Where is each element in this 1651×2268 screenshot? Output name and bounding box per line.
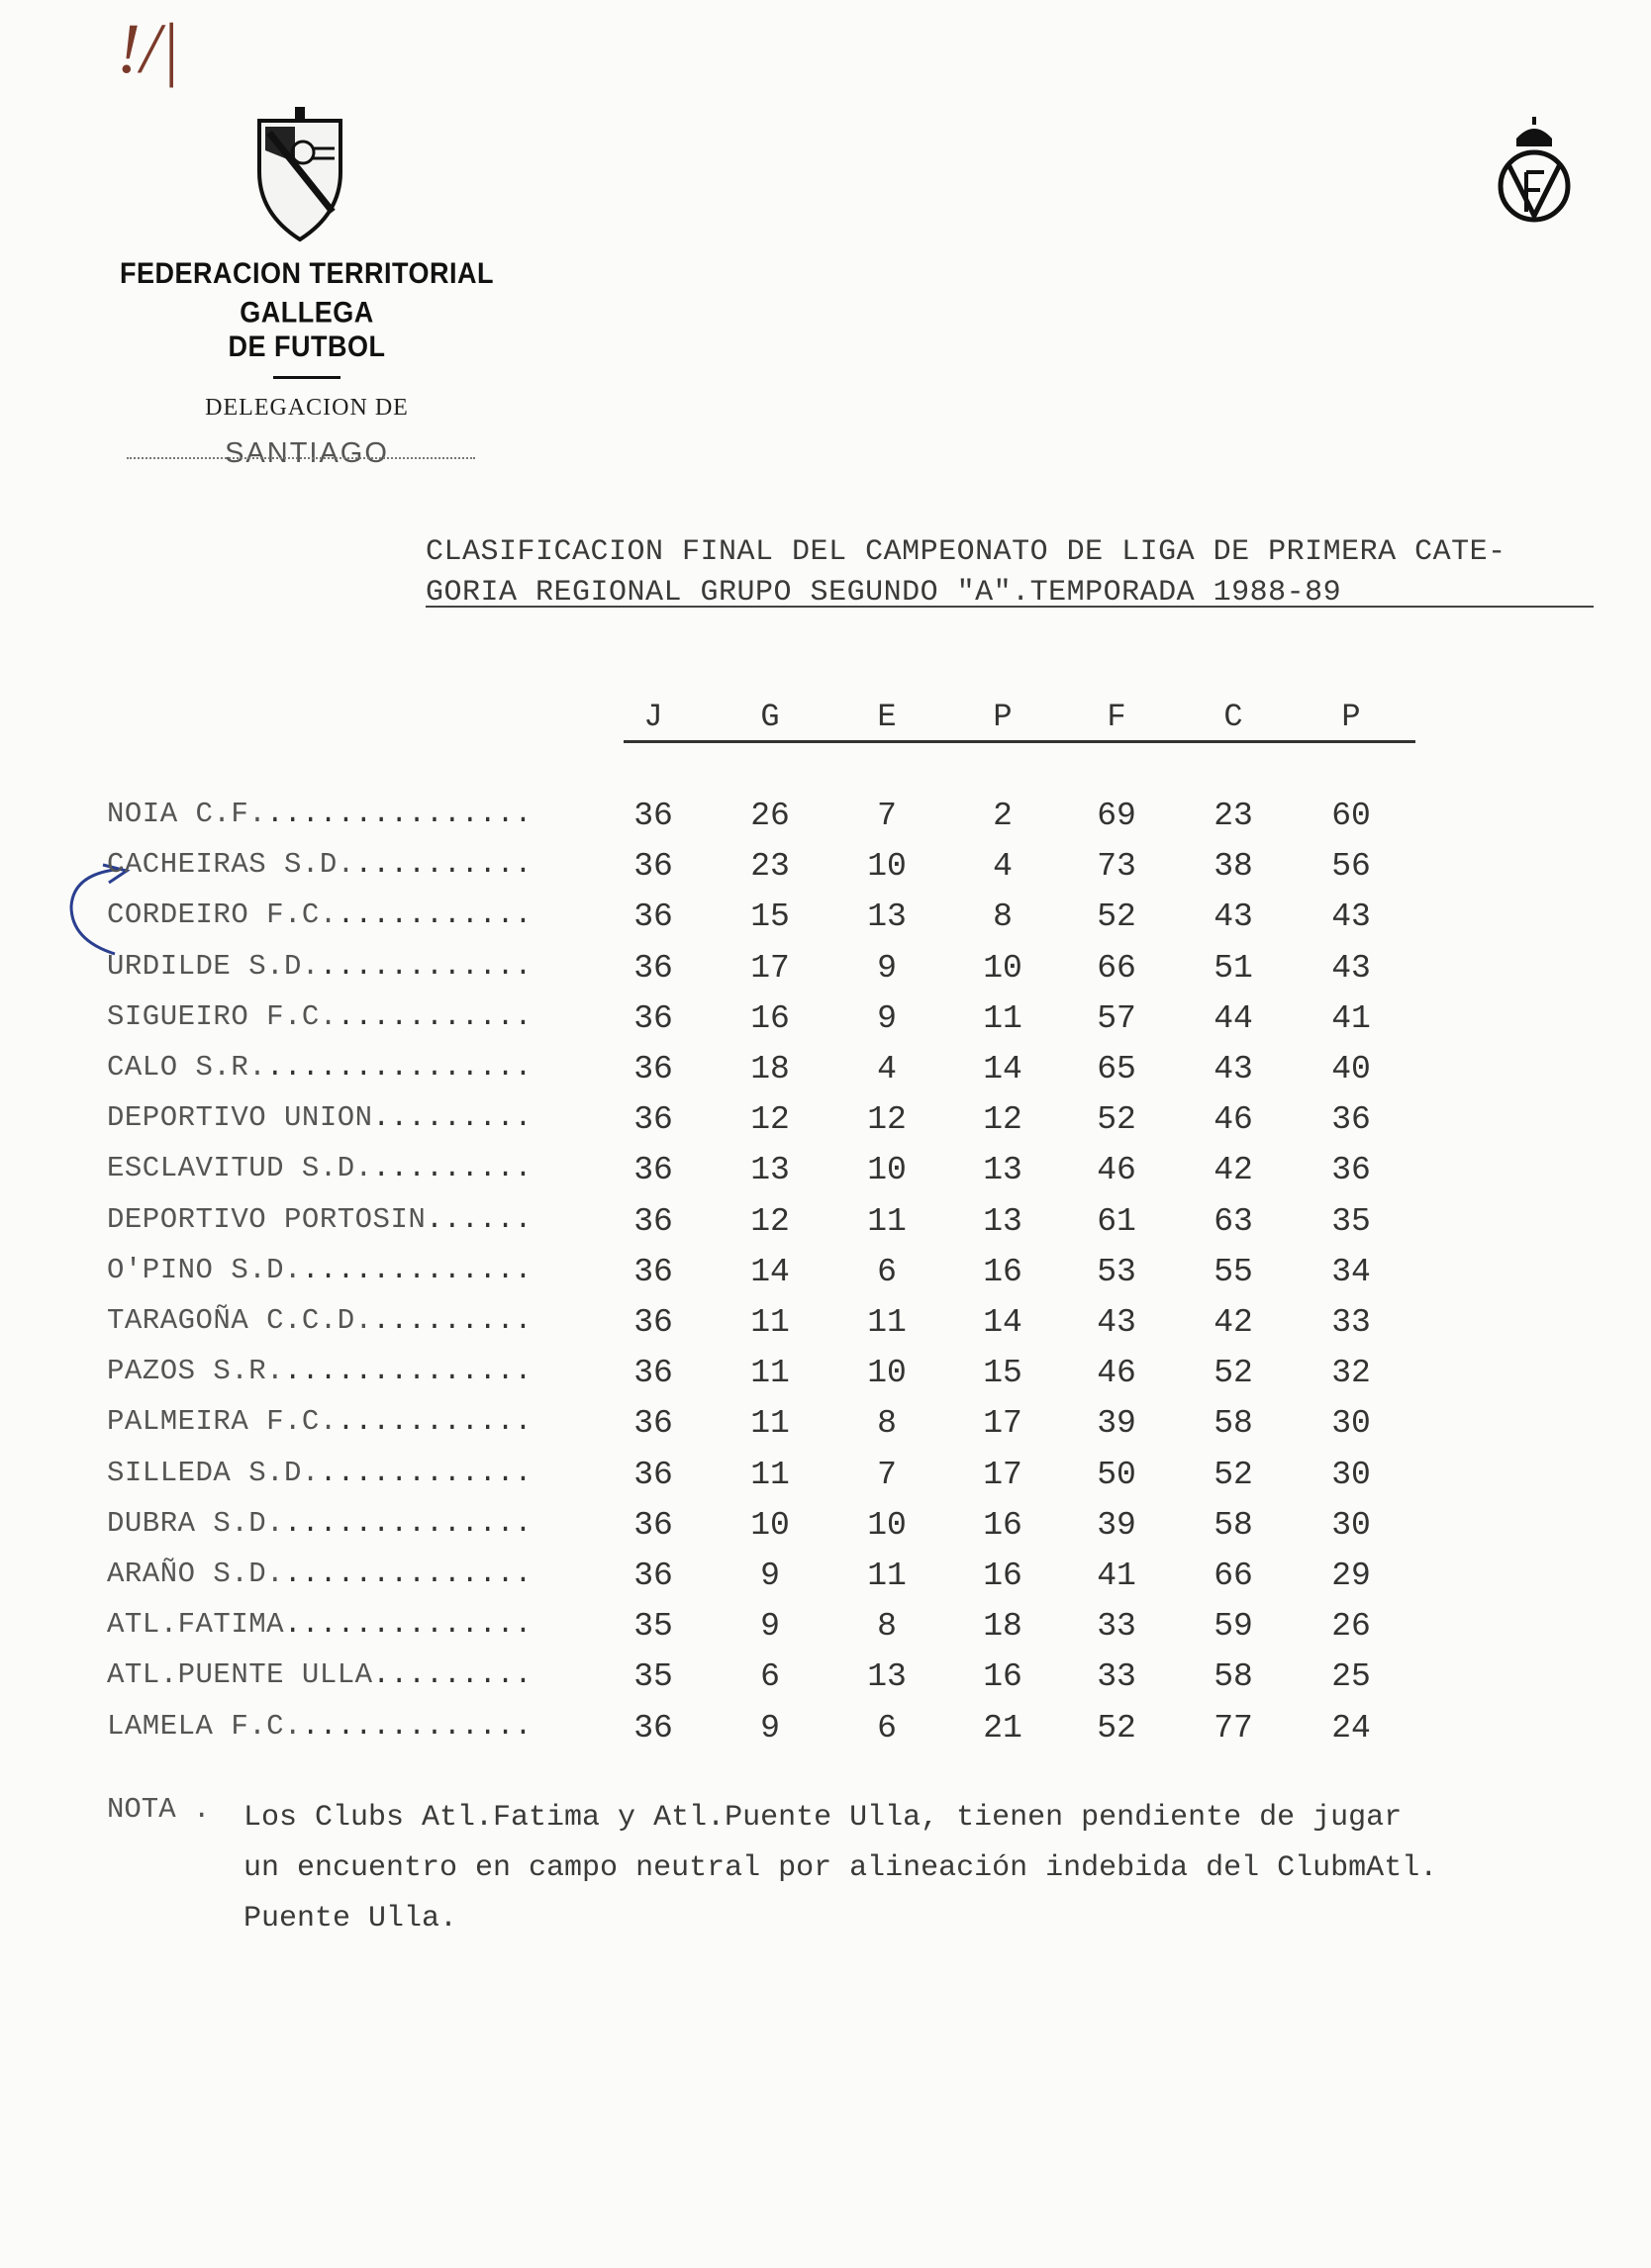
stat-cell-e: 10	[867, 848, 907, 886]
header-underline	[624, 740, 1415, 743]
leader-dots: .............	[301, 1253, 533, 1286]
stat-cell-g: 14	[750, 1253, 790, 1290]
team-name: TARAGOÑA C.C.D.	[107, 1304, 373, 1337]
stat-cell-c: 55	[1214, 1253, 1253, 1290]
team-cell	[107, 1203, 533, 1236]
team-name: CACHEIRAS S.D.	[107, 848, 355, 882]
team-name: URDILDE S.D.	[107, 949, 320, 983]
team-name: PAZOS S.R.	[107, 1355, 285, 1388]
stat-cell-p: 14	[983, 1304, 1022, 1341]
team-cell	[107, 848, 533, 881]
stat-cell-e: 6	[877, 1253, 897, 1290]
stat-cell-j: 36	[633, 999, 673, 1037]
stat-cell-f: 46	[1097, 1152, 1136, 1189]
stat-cell-j: 36	[633, 1355, 673, 1392]
stat-cell-e: 11	[867, 1202, 907, 1240]
stat-cell-c: 59	[1214, 1608, 1253, 1646]
stat-cell-e: 12	[867, 1101, 907, 1139]
team-cell	[107, 1558, 533, 1590]
column-header-p: P	[993, 699, 1013, 735]
stat-cell-f: 33	[1097, 1658, 1136, 1696]
title-line1: CLASIFICACION FINAL DEL CAMPEONATO DE LIGA DE PRIMERA CATE-	[426, 535, 1506, 569]
table-row	[0, 950, 1651, 999]
column-header-pts: P	[1341, 699, 1361, 735]
table-row	[0, 1405, 1651, 1455]
stat-cell-e: 11	[867, 1304, 907, 1341]
team-cell	[107, 1507, 533, 1540]
stat-cell-p: 2	[993, 798, 1013, 834]
stat-cell-p: 16	[983, 1658, 1022, 1696]
stat-cell-j: 36	[633, 1709, 673, 1747]
table-row	[0, 848, 1651, 898]
stat-cell-pts: 32	[1331, 1355, 1371, 1392]
stat-cell-c: 44	[1214, 999, 1253, 1037]
team-name: CALO S.R.	[107, 1051, 267, 1084]
stat-cell-f: 57	[1097, 999, 1136, 1037]
team-cell	[107, 1254, 533, 1286]
stat-cell-j: 36	[633, 1558, 673, 1594]
column-header-j: J	[643, 699, 663, 735]
stat-cell-e: 8	[877, 1608, 897, 1646]
stat-cell-c: 42	[1214, 1152, 1253, 1189]
stat-cell-e: 10	[867, 1355, 907, 1392]
stat-cell-e: 7	[877, 798, 897, 834]
stat-cell-g: 26	[750, 798, 790, 834]
stat-cell-c: 38	[1214, 848, 1253, 886]
stat-cell-pts: 26	[1331, 1608, 1371, 1646]
rfef-crest-icon	[1495, 117, 1574, 228]
stat-cell-p: 17	[983, 1456, 1022, 1493]
stat-cell-c: 46	[1214, 1101, 1253, 1139]
team-cell	[107, 1101, 533, 1134]
stat-cell-f: 50	[1097, 1456, 1136, 1493]
stat-cell-p: 12	[983, 1101, 1022, 1139]
leader-dots: ...............	[266, 1051, 533, 1084]
team-cell	[107, 950, 533, 983]
stat-cell-j: 35	[633, 1608, 673, 1646]
leader-dots: .........	[372, 1658, 533, 1692]
table-row	[0, 1152, 1651, 1201]
stat-cell-c: 58	[1214, 1405, 1253, 1443]
leader-dots: ...........	[337, 1405, 533, 1439]
stat-cell-j: 36	[633, 1405, 673, 1443]
stat-cell-g: 9	[760, 1558, 780, 1594]
table-row	[0, 1254, 1651, 1303]
note-text	[243, 1793, 1609, 1944]
stat-cell-g: 10	[750, 1506, 790, 1544]
note-label: NOTA .	[107, 1793, 211, 1826]
stat-cell-pts: 56	[1331, 848, 1371, 886]
title-line2: GORIA REGIONAL GRUPO SEGUNDO "A".TEMPORADA 1988-89	[426, 576, 1342, 610]
stat-cell-pts: 30	[1331, 1456, 1371, 1493]
table-row	[0, 1457, 1651, 1506]
stat-cell-g: 11	[750, 1456, 790, 1493]
stat-cell-g: 9	[760, 1608, 780, 1646]
stat-cell-c: 58	[1214, 1658, 1253, 1696]
stat-cell-g: 15	[750, 898, 790, 936]
stat-cell-c: 42	[1214, 1304, 1253, 1341]
stat-cell-f: 46	[1097, 1355, 1136, 1392]
stat-cell-pts: 24	[1331, 1709, 1371, 1747]
handwritten-page-mark: !/|	[117, 9, 180, 88]
table-row	[0, 1710, 1651, 1759]
team-cell	[107, 1710, 533, 1743]
stat-cell-p: 14	[983, 1051, 1022, 1087]
leader-dots: .........	[372, 1101, 533, 1135]
stat-cell-j: 36	[633, 949, 673, 987]
stat-cell-c: 63	[1214, 1202, 1253, 1240]
stat-cell-c: 52	[1214, 1456, 1253, 1493]
stat-cell-pts: 25	[1331, 1658, 1371, 1696]
stat-cell-p: 15	[983, 1355, 1022, 1392]
team-cell	[107, 1457, 533, 1489]
stat-cell-e: 7	[877, 1456, 897, 1493]
team-name: SIGUEIRO F.C.	[107, 999, 338, 1033]
team-cell	[107, 1355, 533, 1387]
stat-cell-g: 23	[750, 848, 790, 886]
stat-cell-f: 43	[1097, 1304, 1136, 1341]
letterhead-divider	[273, 376, 340, 379]
team-name: PALMEIRA F.C.	[107, 1405, 338, 1439]
stat-cell-f: 69	[1097, 798, 1136, 834]
stat-cell-p: 16	[983, 1558, 1022, 1594]
column-header-e: E	[877, 699, 897, 735]
leader-dots: ............	[319, 949, 533, 983]
table-row	[0, 1658, 1651, 1708]
stat-cell-g: 12	[750, 1101, 790, 1139]
stat-cell-e: 8	[877, 1405, 897, 1443]
stat-cell-c: 51	[1214, 949, 1253, 987]
stat-cell-g: 9	[760, 1709, 780, 1747]
stat-cell-p: 8	[993, 898, 1013, 936]
stat-cell-p: 10	[983, 949, 1022, 987]
stat-cell-j: 36	[633, 798, 673, 834]
column-header-g: G	[760, 699, 780, 735]
stat-cell-f: 73	[1097, 848, 1136, 886]
team-cell	[107, 1051, 533, 1084]
federation-shield-icon	[255, 103, 344, 243]
federation-name-line2: DE FUTBOL	[228, 330, 386, 363]
letterhead	[89, 257, 525, 470]
team-name: O'PINO S.D.	[107, 1253, 302, 1286]
stat-cell-pts: 29	[1331, 1558, 1371, 1594]
stat-cell-c: 43	[1214, 898, 1253, 936]
leader-dots: ...........	[337, 898, 533, 932]
stat-cell-e: 11	[867, 1558, 907, 1594]
stat-cell-e: 6	[877, 1709, 897, 1747]
note-line2: un encuentro en campo neutral por alineación indebida del ClubmAtl.	[243, 1851, 1438, 1885]
stat-cell-g: 13	[750, 1152, 790, 1189]
stat-cell-j: 36	[633, 1506, 673, 1544]
delegation-label: DELEGACION DE	[205, 395, 409, 421]
stat-cell-pts: 40	[1331, 1051, 1371, 1087]
stat-cell-c: 77	[1214, 1709, 1253, 1747]
stat-cell-pts: 30	[1331, 1506, 1371, 1544]
stat-cell-f: 33	[1097, 1608, 1136, 1646]
stat-cell-p: 18	[983, 1608, 1022, 1646]
stat-cell-pts: 43	[1331, 949, 1371, 987]
stat-cell-f: 61	[1097, 1202, 1136, 1240]
leader-dots: ..............	[284, 1558, 533, 1590]
stat-cell-g: 12	[750, 1202, 790, 1240]
stat-cell-pts: 34	[1331, 1253, 1371, 1290]
team-cell	[107, 1000, 533, 1033]
stat-cell-e: 10	[867, 1506, 907, 1544]
leader-dots: ............	[319, 1456, 533, 1489]
team-cell	[107, 1608, 533, 1641]
stat-cell-c: 66	[1214, 1558, 1253, 1594]
stat-cell-pts: 60	[1331, 798, 1371, 834]
table-row	[0, 1051, 1651, 1100]
stat-cell-f: 41	[1097, 1558, 1136, 1594]
stat-cell-j: 36	[633, 1051, 673, 1087]
team-name: NOIA C.F.	[107, 798, 267, 830]
leader-dots: ..............	[284, 1608, 533, 1642]
leader-dots: .............	[301, 1709, 533, 1743]
stat-cell-f: 66	[1097, 949, 1136, 987]
leader-dots: ...............	[266, 798, 533, 830]
table-row	[0, 798, 1651, 847]
leader-dots: .........	[372, 1304, 533, 1337]
team-cell	[107, 1658, 533, 1691]
federation-name-line1: FEDERACION TERRITORIAL GALLEGA	[119, 256, 494, 330]
stat-cell-j: 36	[633, 1456, 673, 1493]
stat-cell-g: 16	[750, 999, 790, 1037]
column-header-f: F	[1107, 699, 1126, 735]
stat-cell-g: 18	[750, 1051, 790, 1087]
stat-cell-g: 11	[750, 1304, 790, 1341]
stat-cell-f: 53	[1097, 1253, 1136, 1290]
stat-cell-c: 58	[1214, 1506, 1253, 1544]
stat-cell-pts: 36	[1331, 1152, 1371, 1189]
leader-dots: ..............	[284, 1355, 533, 1388]
stat-cell-g: 11	[750, 1355, 790, 1392]
stat-cell-p: 13	[983, 1202, 1022, 1240]
stat-cell-f: 39	[1097, 1506, 1136, 1544]
stat-cell-p: 13	[983, 1152, 1022, 1189]
team-name: CORDEIRO F.C.	[107, 898, 338, 932]
column-header-c: C	[1223, 699, 1243, 735]
stat-cell-g: 17	[750, 949, 790, 987]
table-row	[0, 1101, 1651, 1151]
team-name: ARAÑO S.D.	[107, 1558, 285, 1590]
team-name: ESCLAVITUD S.D.	[107, 1152, 373, 1185]
team-name: SILLEDA S.D.	[107, 1456, 320, 1489]
leader-dots: ......	[426, 1202, 533, 1236]
table-row	[0, 898, 1651, 948]
stat-cell-e: 9	[877, 949, 897, 987]
stat-cell-pts: 33	[1331, 1304, 1371, 1341]
stat-cell-c: 43	[1214, 1051, 1253, 1087]
team-name: LAMELA F.C.	[107, 1709, 302, 1743]
stat-cell-p: 16	[983, 1253, 1022, 1290]
stat-cell-g: 11	[750, 1405, 790, 1443]
stat-cell-f: 65	[1097, 1051, 1136, 1087]
table-row	[0, 1000, 1651, 1050]
stat-cell-f: 52	[1097, 1709, 1136, 1747]
stat-cell-e: 10	[867, 1152, 907, 1189]
stat-cell-pts: 41	[1331, 999, 1371, 1037]
stat-cell-pts: 30	[1331, 1405, 1371, 1443]
note-line3: Puente Ulla.	[243, 1902, 458, 1936]
title-underline	[426, 606, 1594, 608]
stat-cell-pts: 35	[1331, 1202, 1371, 1240]
stat-cell-e: 13	[867, 1658, 907, 1696]
delegation-city: SANTIAGO	[225, 437, 389, 469]
stat-cell-f: 52	[1097, 1101, 1136, 1139]
team-name: ATL.PUENTE ULLA	[107, 1658, 373, 1692]
stat-cell-e: 9	[877, 999, 897, 1037]
team-name: ATL.FATIMA	[107, 1608, 285, 1642]
stat-cell-pts: 36	[1331, 1101, 1371, 1139]
stat-cell-p: 4	[993, 848, 1013, 886]
table-row	[0, 1203, 1651, 1253]
stat-cell-p: 11	[983, 999, 1022, 1037]
team-cell	[107, 1304, 533, 1337]
stat-cell-j: 35	[633, 1658, 673, 1696]
stat-cell-j: 36	[633, 898, 673, 936]
stat-cell-j: 36	[633, 1304, 673, 1341]
stat-cell-c: 23	[1214, 798, 1253, 834]
table-row	[0, 1304, 1651, 1354]
team-name: DUBRA S.D.	[107, 1506, 285, 1540]
document-title	[426, 532, 1594, 614]
stat-cell-j: 36	[633, 1202, 673, 1240]
leader-dots: ..........	[354, 848, 533, 882]
leader-dots: .........	[372, 1152, 533, 1185]
note-line1: Los Clubs Atl.Fatima y Atl.Puente Ulla, tienen pendiente de jugar	[243, 1801, 1403, 1835]
table-row	[0, 1558, 1651, 1607]
team-cell	[107, 898, 533, 931]
stat-cell-j: 36	[633, 1101, 673, 1139]
stat-cell-j: 36	[633, 848, 673, 886]
stat-cell-j: 36	[633, 1253, 673, 1290]
team-name: DEPORTIVO PORTOSIN	[107, 1202, 427, 1236]
team-cell	[107, 798, 533, 830]
city-dotted-line	[127, 457, 475, 459]
team-cell	[107, 1152, 533, 1184]
stat-cell-p: 16	[983, 1506, 1022, 1544]
stat-cell-f: 39	[1097, 1405, 1136, 1443]
stat-cell-p: 21	[983, 1709, 1022, 1747]
stat-cell-c: 52	[1214, 1355, 1253, 1392]
stat-cell-e: 13	[867, 898, 907, 936]
table-row	[0, 1608, 1651, 1657]
team-name: DEPORTIVO UNION	[107, 1101, 373, 1135]
stat-cell-g: 6	[760, 1658, 780, 1696]
stat-cell-pts: 43	[1331, 898, 1371, 936]
table-row	[0, 1355, 1651, 1404]
team-cell	[107, 1405, 533, 1438]
stat-cell-f: 52	[1097, 898, 1136, 936]
stat-cell-p: 17	[983, 1405, 1022, 1443]
stat-cell-j: 36	[633, 1152, 673, 1189]
leader-dots: ...........	[337, 999, 533, 1033]
table-row	[0, 1507, 1651, 1557]
leader-dots: ..............	[284, 1506, 533, 1540]
stat-cell-e: 4	[877, 1051, 897, 1087]
